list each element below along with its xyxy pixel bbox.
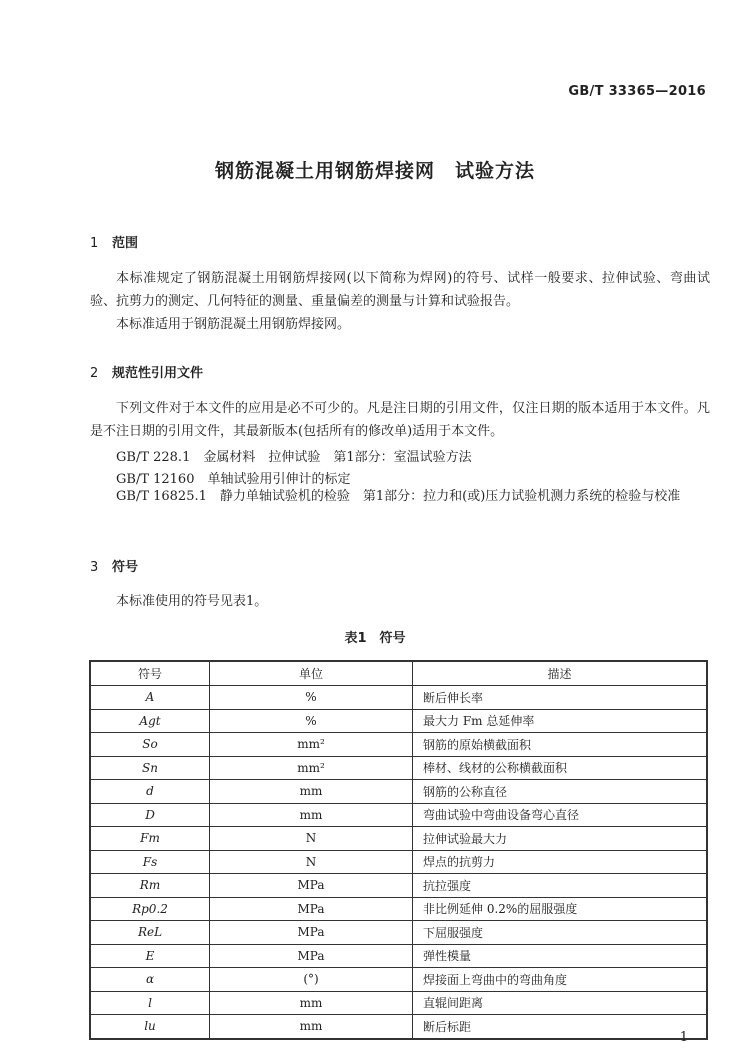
description-cell: 焊接面上弯曲中的弯曲角度	[413, 968, 708, 992]
unit-cell: mm	[210, 991, 413, 1015]
column-header-unit: 单位	[210, 661, 413, 686]
table-header-row	[90, 661, 707, 686]
section-number: 3	[90, 560, 99, 575]
description-cell: 拉伸试验最大力	[413, 827, 708, 851]
table-row	[90, 827, 707, 851]
unit-cell: %	[210, 709, 413, 733]
table-row	[90, 897, 707, 921]
section-title: 规范性引用文件	[112, 366, 204, 381]
description-cell: 钢筋的原始横截面积	[413, 733, 708, 757]
description-cell: 下屈服强度	[413, 921, 708, 945]
section-1-paragraph-2: 本标准适用于钢筋混凝土用钢筋焊接网。	[116, 317, 351, 332]
column-header-description: 描述	[413, 661, 708, 686]
unit-cell: mm	[210, 780, 413, 804]
description-cell: 断后标距	[413, 1015, 708, 1039]
description-cell: 弹性模量	[413, 944, 708, 968]
unit-cell: N	[210, 827, 413, 851]
table-row	[90, 733, 707, 757]
section-1-heading	[90, 232, 138, 251]
reference-1: GB/T 228.1 金属材料 拉伸试验 第1部分：室温试验方法	[116, 450, 472, 465]
section-title: 符号	[112, 560, 139, 575]
description-cell: 非比例延伸 0.2%的屈服强度	[413, 897, 708, 921]
page-number: 1	[679, 1030, 688, 1045]
section-1-paragraph-1: 本标准规定了钢筋混凝土用钢筋焊接网(以下简称为焊网)的符号、试样一般要求、拉伸试验、弯曲试验、抗剪力的测定、几何特征的测量、重量偏差的测量与计算和试验报告。	[90, 271, 710, 309]
section-title: 范围	[112, 236, 139, 251]
table-row	[90, 1015, 707, 1039]
symbol-cell: So	[90, 733, 210, 757]
symbol-cell: Fm	[90, 827, 210, 851]
table-row	[90, 991, 707, 1015]
unit-cell: mm	[210, 803, 413, 827]
table-row	[90, 944, 707, 968]
document-title: 钢筋混凝土用钢筋焊接网 试验方法	[214, 160, 535, 182]
unit-cell: MPa	[210, 944, 413, 968]
symbol-cell: lu	[90, 1015, 210, 1039]
table-row	[90, 686, 707, 710]
unit-cell: (°)	[210, 968, 413, 992]
table-row	[90, 780, 707, 804]
unit-cell: mm²	[210, 756, 413, 780]
section-2-heading	[90, 362, 203, 381]
symbol-cell: E	[90, 944, 210, 968]
column-header-symbol: 符号	[90, 661, 210, 686]
section-number: 2	[90, 366, 99, 381]
table-caption: 表1 符号	[344, 631, 406, 646]
table-row	[90, 850, 707, 874]
table-row	[90, 709, 707, 733]
unit-cell: MPa	[210, 874, 413, 898]
section-3-heading	[90, 556, 138, 575]
symbol-cell: Fs	[90, 850, 210, 874]
symbol-cell: Rp0.2	[90, 897, 210, 921]
unit-cell: N	[210, 850, 413, 874]
reference-2: GB/T 12160 单轴试验用引伸计的标定	[116, 472, 351, 487]
unit-cell: %	[210, 686, 413, 710]
table-row	[90, 756, 707, 780]
symbol-cell: d	[90, 780, 210, 804]
section-3-paragraph-1: 本标准使用的符号见表1。	[116, 594, 268, 609]
table-row	[90, 803, 707, 827]
section-number: 1	[90, 236, 99, 251]
description-cell: 最大力 Fm 总延伸率	[413, 709, 708, 733]
symbol-cell: α	[90, 968, 210, 992]
symbol-cell: Sn	[90, 756, 210, 780]
symbols-table	[89, 660, 708, 1040]
unit-cell: MPa	[210, 897, 413, 921]
symbol-cell: Agt	[90, 709, 210, 733]
reference-3: GB/T 16825.1 静力单轴试验机的检验 第1部分：拉力和(或)压力试验机测力系统的检验与校准	[116, 489, 681, 504]
symbol-cell: Rm	[90, 874, 210, 898]
symbol-cell: ReL	[90, 921, 210, 945]
description-cell: 钢筋的公称直径	[413, 780, 708, 804]
symbol-cell: D	[90, 803, 210, 827]
description-cell: 弯曲试验中弯曲设备弯心直径	[413, 803, 708, 827]
unit-cell: mm²	[210, 733, 413, 757]
description-cell: 棒材、线材的公称横截面积	[413, 756, 708, 780]
symbol-cell: A	[90, 686, 210, 710]
standard-code: GB/T 33365—2016	[568, 84, 706, 99]
description-cell: 抗拉强度	[413, 874, 708, 898]
section-2-paragraph-1: 下列文件对于本文件的应用是必不可少的。凡是注日期的引用文件，仅注日期的版本适用于本文件。凡是不注日期的引用文件，其最新版本(包括所有的修改单)适用于本文件。	[90, 401, 710, 439]
description-cell: 直辊间距离	[413, 991, 708, 1015]
unit-cell: MPa	[210, 921, 413, 945]
table-row	[90, 874, 707, 898]
table-row	[90, 968, 707, 992]
description-cell: 断后伸长率	[413, 686, 708, 710]
table-row	[90, 921, 707, 945]
unit-cell: mm	[210, 1015, 413, 1039]
description-cell: 焊点的抗剪力	[413, 850, 708, 874]
symbol-cell: l	[90, 991, 210, 1015]
